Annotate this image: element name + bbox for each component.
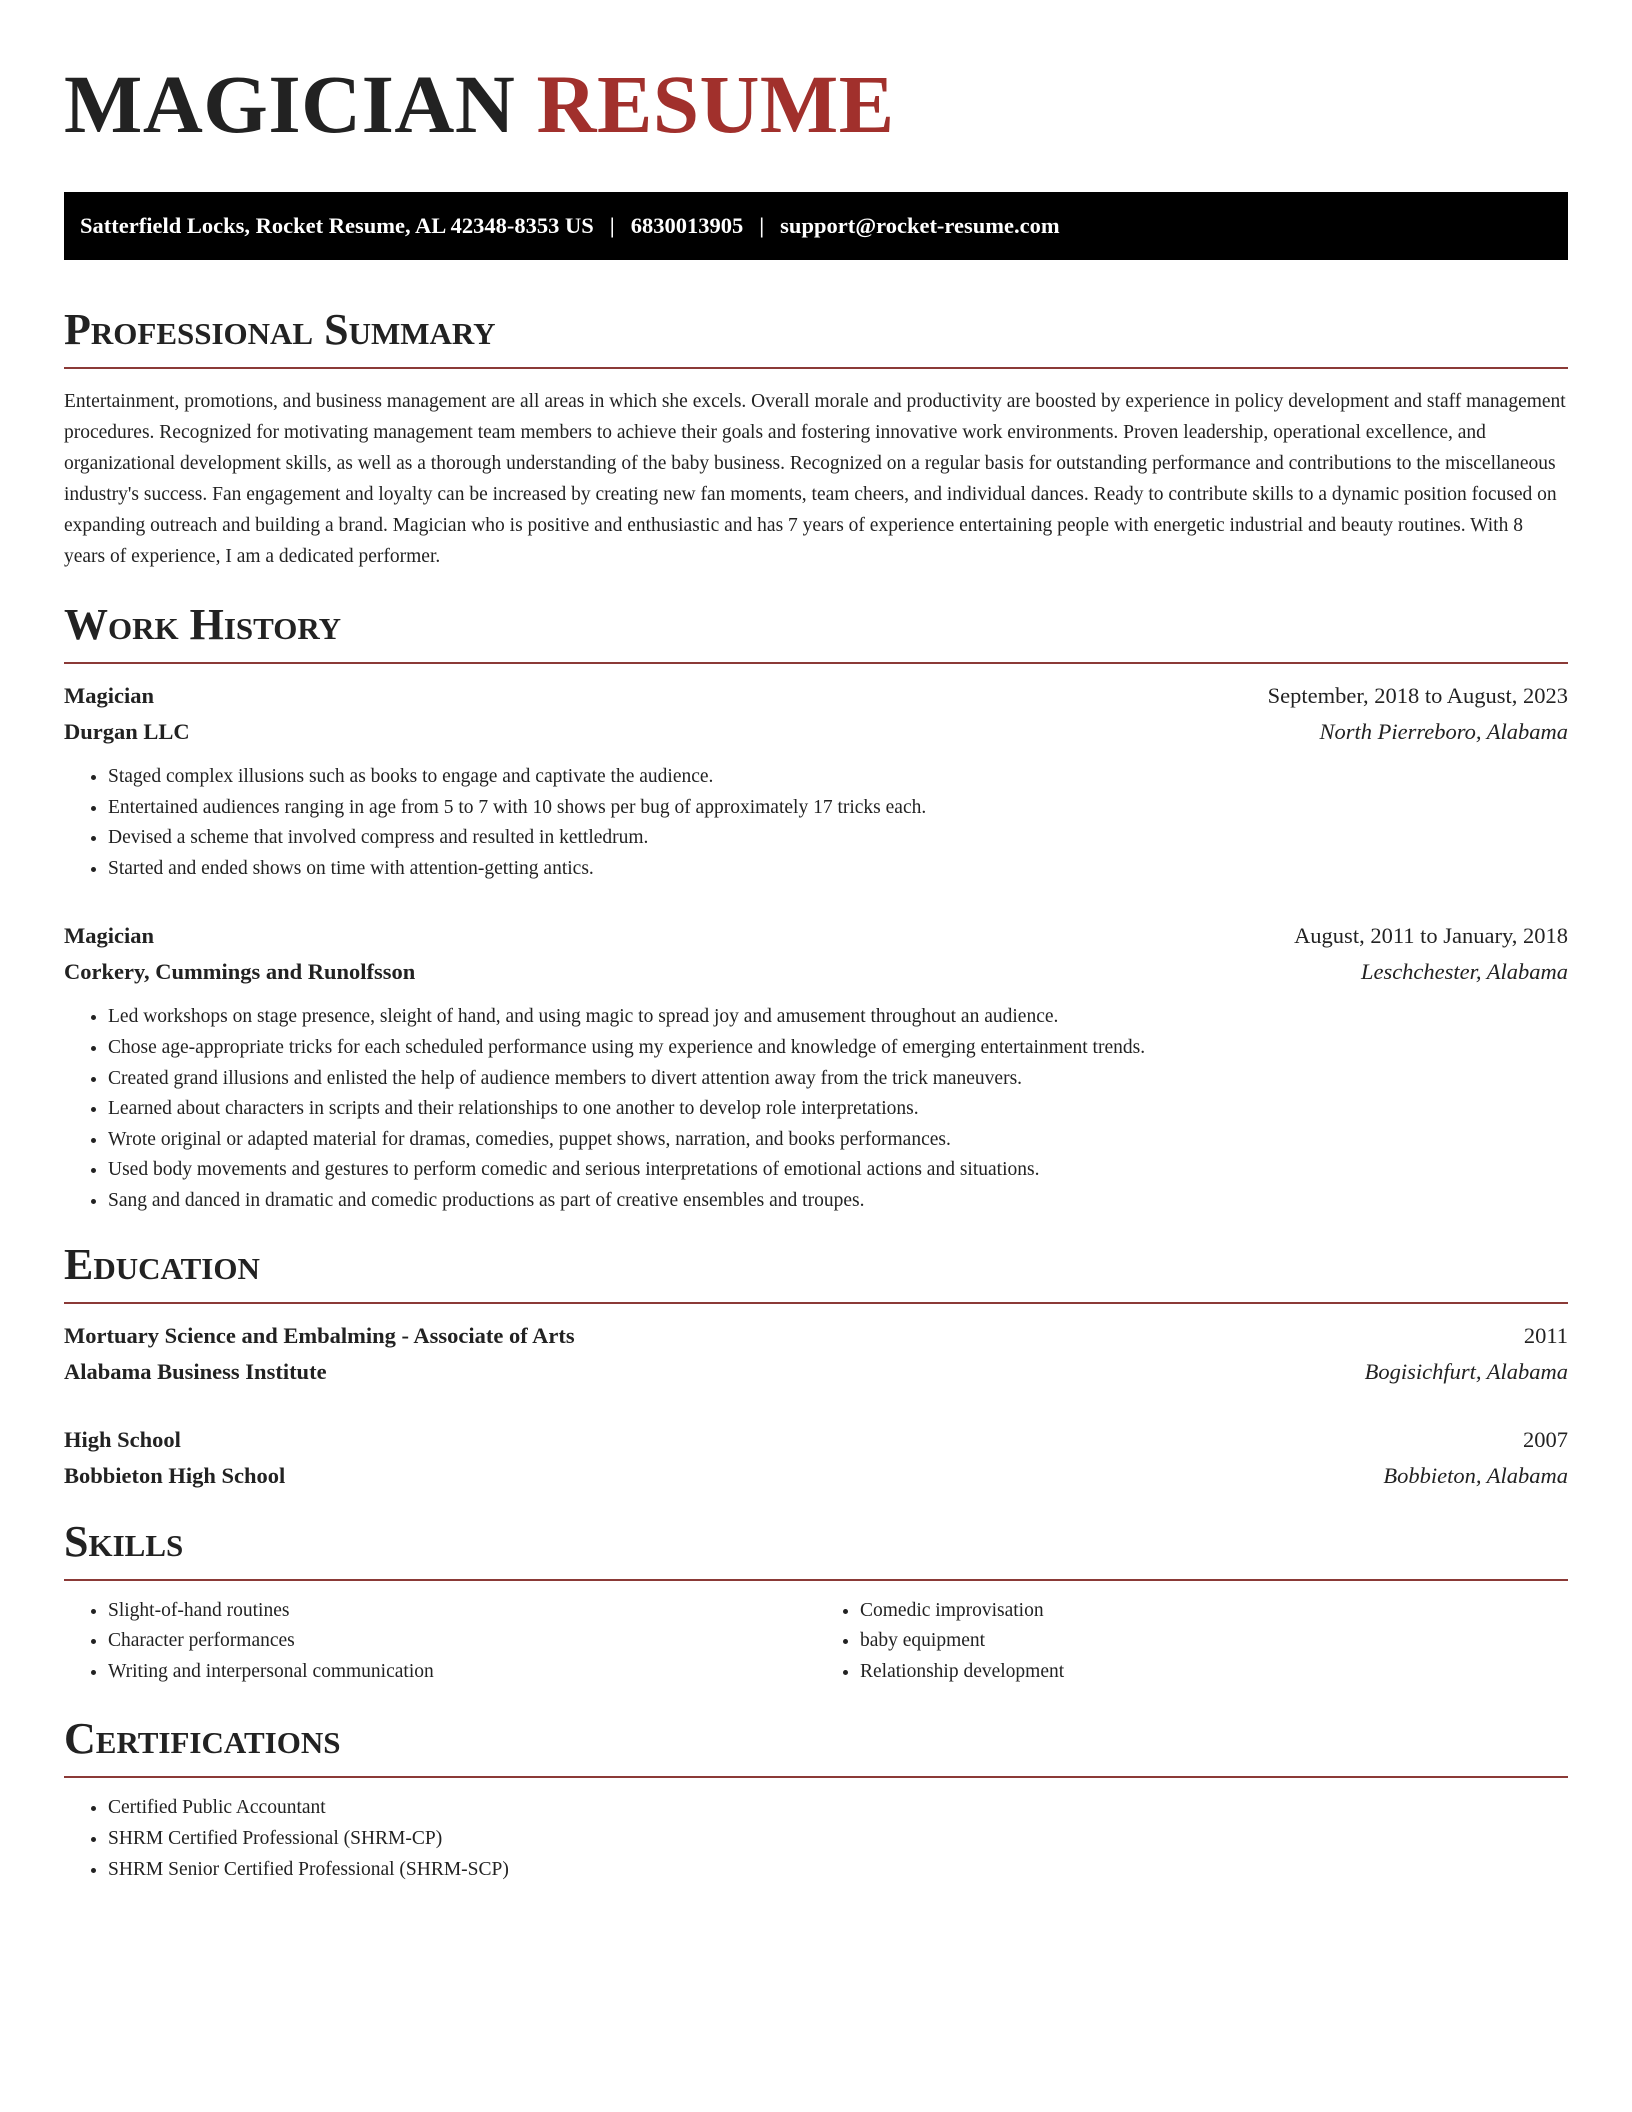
section-divider [64, 1776, 1568, 1778]
education-location: Bogisichfurt, Alabama [1364, 1358, 1568, 1384]
contact-phone: 6830013905 [630, 213, 744, 238]
job-entry [64, 678, 1568, 884]
job-bullet: • Entertained audiences ranging in age from 5 to 7 with 10 shows per bug of approximately 17 tricks each. [108, 793, 1568, 824]
title-part-2: RESUME [536, 58, 895, 150]
job-title: Magician [64, 923, 154, 949]
contact-bar [64, 192, 1568, 260]
education-school: Bobbieton High School [64, 1462, 286, 1488]
job-dates: August, 2011 to January, 2018 [1294, 923, 1568, 949]
job-company: Corkery, Cummings and Runolfsson [64, 959, 416, 985]
education-location: Bobbieton, Alabama [1383, 1462, 1568, 1488]
job-title: Magician [64, 683, 154, 708]
education-entry [64, 1318, 1568, 1390]
contact-separator: | [759, 213, 765, 238]
certification-item: • SHRM Senior Certified Professional (SHRM-SCP) [108, 1855, 1568, 1886]
job-company-row [64, 954, 1568, 990]
skills-column-right [816, 1596, 1568, 1688]
skill-item: • Slight-of-hand routines [108, 1596, 816, 1627]
section-divider [64, 662, 1568, 664]
certifications-list [64, 1793, 1568, 1885]
skill-item: • Character performances [108, 1626, 816, 1657]
job-bullet: • Chose age-appropriate tricks for each scheduled performance using my experience and knowledge of emerging entertainment trends. [108, 1033, 1568, 1064]
job-bullet: • Led workshops on stage presence, sleight of hand, and using magic to spread joy and amusement throughout an audience. [108, 1002, 1568, 1033]
job-entry [64, 918, 1568, 1216]
resume-title [64, 60, 1568, 148]
skills-section [64, 1518, 1568, 1688]
skill-item: • Writing and interpersonal communication [108, 1657, 816, 1688]
summary-section [64, 306, 1568, 572]
job-header-row [64, 918, 1568, 954]
skills-column-left [64, 1596, 816, 1688]
job-dates: September, 2018 to August, 2023 [1267, 683, 1568, 708]
education-degree-row [64, 1422, 1568, 1458]
education-degree: Mortuary Science and Embalming - Associate of Arts [64, 1322, 575, 1348]
job-bullet: • Wrote original or adapted material for dramas, comedies, puppet shows, narration, and books performances. [108, 1125, 1568, 1156]
section-title-skills: Skills [64, 1516, 184, 1566]
certifications-section [64, 1715, 1568, 1885]
job-bullet: • Used body movements and gestures to perform comedic and serious interpretations of emotional actions and situations. [108, 1155, 1568, 1186]
education-year: 2007 [1523, 1426, 1568, 1452]
contact-address: Satterfield Locks, Rocket Resume, AL 42348-8353 US [80, 213, 594, 238]
contact-separator: | [609, 213, 615, 238]
section-divider [64, 367, 1568, 369]
section-divider [64, 1302, 1568, 1304]
certification-item: • SHRM Certified Professional (SHRM-CP) [108, 1824, 1568, 1855]
job-bullet: • Staged complex illusions such as books to engage and captivate the audience. [108, 762, 1568, 793]
section-title-education: Education [64, 1239, 260, 1289]
section-title-work-history: Work History [64, 600, 342, 649]
job-header-row [64, 678, 1568, 714]
skill-item: • baby equipment [860, 1626, 1568, 1657]
education-school: Alabama Business Institute [64, 1358, 327, 1384]
job-location: North Pierreboro, Alabama [1319, 719, 1568, 744]
education-school-row [64, 1354, 1568, 1390]
education-entry [64, 1422, 1568, 1494]
job-bullet: • Devised a scheme that involved compress and resulted in kettledrum. [108, 823, 1568, 854]
job-location: Leschchester, Alabama [1360, 959, 1568, 985]
education-year: 2011 [1523, 1322, 1568, 1348]
education-degree: High School [64, 1426, 181, 1452]
contact-email: support@rocket-resume.com [780, 213, 1060, 238]
work-history-section [64, 601, 1568, 1217]
job-company-row [64, 714, 1568, 750]
job-company: Durgan LLC [64, 719, 190, 744]
skill-item: • Comedic improvisation [860, 1596, 1568, 1627]
job-bullet: • Started and ended shows on time with attention-getting antics. [108, 854, 1568, 885]
title-part-1: MAGICIAN [64, 58, 516, 150]
education-degree-row [64, 1318, 1568, 1354]
skills-grid [64, 1596, 1568, 1688]
section-title-certifications: Certifications [64, 1714, 341, 1764]
summary-text: Entertainment, promotions, and business management are all areas in which she excels. Overall morale and productivity are boosted by experience in policy development and staff management procedures. Recognized for motivating management team members to achieve their goals and fostering innovative work environments. Proven leadership, operational excellence, and organizational development skills, as well as a thorough understanding of the baby business. Recognized on a regular basis for outstanding performance and contributions to the miscellaneous industry's success. Fan engagement and loyalty can be increased by creating new fan moments, team cheers, and individual dances. Ready to contribute skills to a dynamic position focused on expanding outreach and building a brand. Magician who is positive and enthusiastic and has 7 years of experience entertaining people with energetic industrial and beauty routines. With 8 years of experience, I am a dedicated performer. [64, 391, 1566, 567]
section-divider [64, 1579, 1568, 1581]
certification-item: • Certified Public Accountant [108, 1793, 1568, 1824]
job-bullets [64, 762, 1568, 884]
section-title-summary: Professional Summary [64, 305, 496, 354]
job-bullet: • Sang and danced in dramatic and comedic productions as part of creative ensembles and troupes. [108, 1186, 1568, 1217]
education-school-row [64, 1458, 1568, 1494]
skill-item: • Relationship development [860, 1657, 1568, 1688]
job-bullets [64, 1002, 1568, 1216]
education-section [64, 1241, 1568, 1494]
job-bullet: • Learned about characters in scripts and their relationships to one another to develop role interpretations. [108, 1094, 1568, 1125]
job-bullet: • Created grand illusions and enlisted the help of audience members to divert attention away from the trick maneuvers. [108, 1064, 1568, 1095]
